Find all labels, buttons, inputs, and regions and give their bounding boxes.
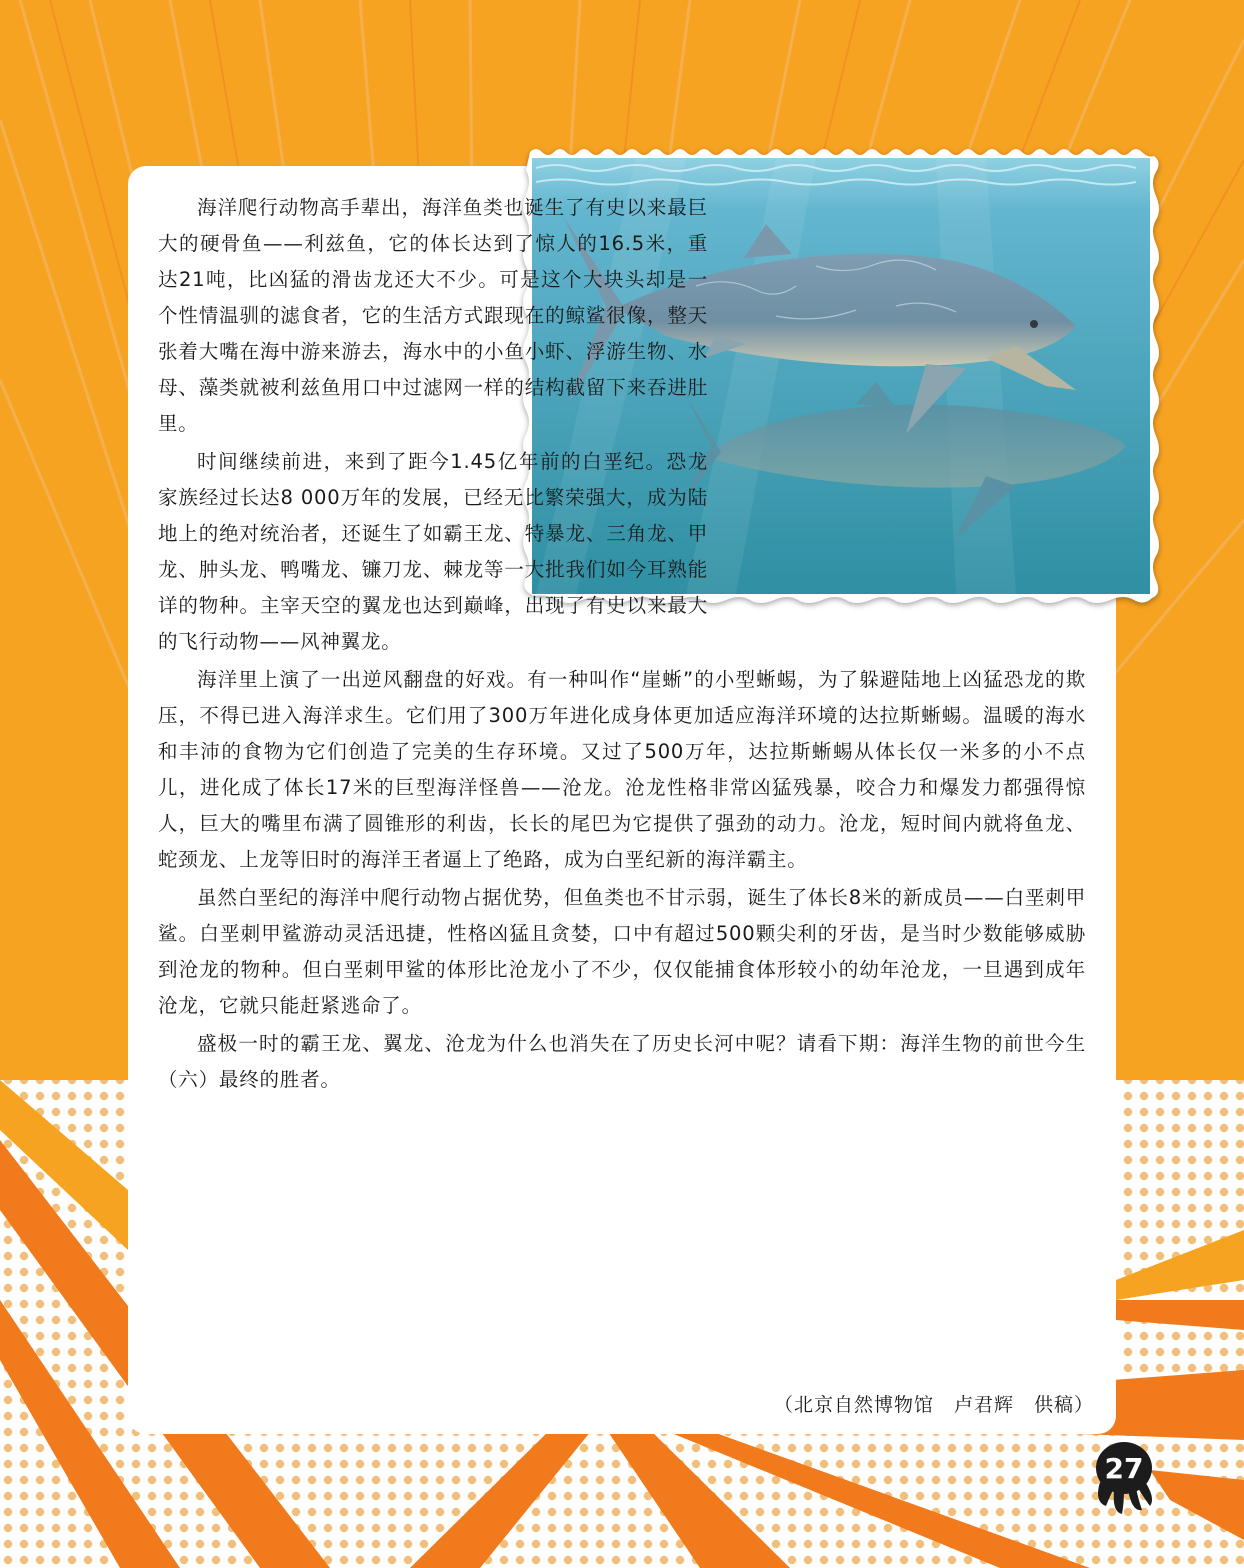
- article-body: [158, 190, 1086, 1100]
- article-credit: （北京自然博物馆 卢君辉 供稿）: [773, 1394, 1094, 1416]
- paragraph-5: 盛极一时的霸王龙、翼龙、沧龙为什么也消失在了历史长河中呢？请看下期：海洋生物的前世今生（六）最终的胜者。: [158, 1032, 1086, 1091]
- paragraph-3: 海洋里上演了一出逆风翻盘的好戏。有一种叫作“崖蜥”的小型蜥蜴，为了躲避陆地上凶猛恐龙的欺压，不得已进入海洋求生。它们用了300万年进化成身体更加适应海洋环境的达拉斯蜥蜴。温暖的海水和丰沛的食物为它们创造了完美的生存环境。又过了500万年，达拉斯蜥蜴从体长仅一米多的小不点儿，进化成了体长17米的巨型海洋怪兽——沧龙。沧龙性格非常凶猛残暴，咬合力和爆发力都强得惊人，巨大的嘴里布满了圆锥形的利齿，长长的尾巴为它提供了强劲的动力。沧龙，短时间内就将鱼龙、蛇颈龙、上龙等旧时的海洋王者逼上了绝路，成为白垩纪新的海洋霸主。: [158, 668, 1086, 871]
- page-number: 27: [1104, 1452, 1144, 1485]
- image-float-spacer: [708, 190, 1086, 610]
- page-number-badge: [1092, 1432, 1156, 1520]
- paragraph-4: 虽然白垩纪的海洋中爬行动物占据优势，但鱼类也不甘示弱，诞生了体长8米的新成员——白垩刺甲鲨。白垩刺甲鲨游动灵活迅捷，性格凶猛且贪婪，口中有超过500颗尖利的牙齿，是当时少数能够威胁到沧龙的物种。但白垩刺甲鲨的体形比沧龙小了不少，仅仅能捕食体形较小的幼年沧龙，一旦遇到成年沧龙，它就只能赶紧逃命了。: [158, 886, 1086, 1017]
- paragraph-2: 时间继续前进，来到了距今1.45亿年前的白垩纪。恐龙家族经过长达8 000万年的发展，已经无比繁荣强大，成为陆地上的绝对统治者，还诞生了如霸王龙、特暴龙、三角龙、甲龙、肿头龙、鸭嘴龙、镰刀龙、棘龙等一大批我们如今耳熟能详的物种。主宰天空的翼龙也达到巅峰，出现了有史以来最大的飞行动物——风神翼龙。: [158, 450, 708, 653]
- paragraph-1: 海洋爬行动物高手辈出，海洋鱼类也诞生了有史以来最巨大的硬骨鱼——利兹鱼，它的体长达到了惊人的16.5米，重达21吨，比凶猛的滑齿龙还大不少。可是这个大块头却是一个性情温驯的滤食者，它的生活方式跟现在的鲸鲨很像，整天张着大嘴在海中游来游去，海水中的小鱼小虾、浮游生物、水母、藻类就被利兹鱼用口中过滤网一样的结构截留下来吞进肚里。: [158, 196, 708, 435]
